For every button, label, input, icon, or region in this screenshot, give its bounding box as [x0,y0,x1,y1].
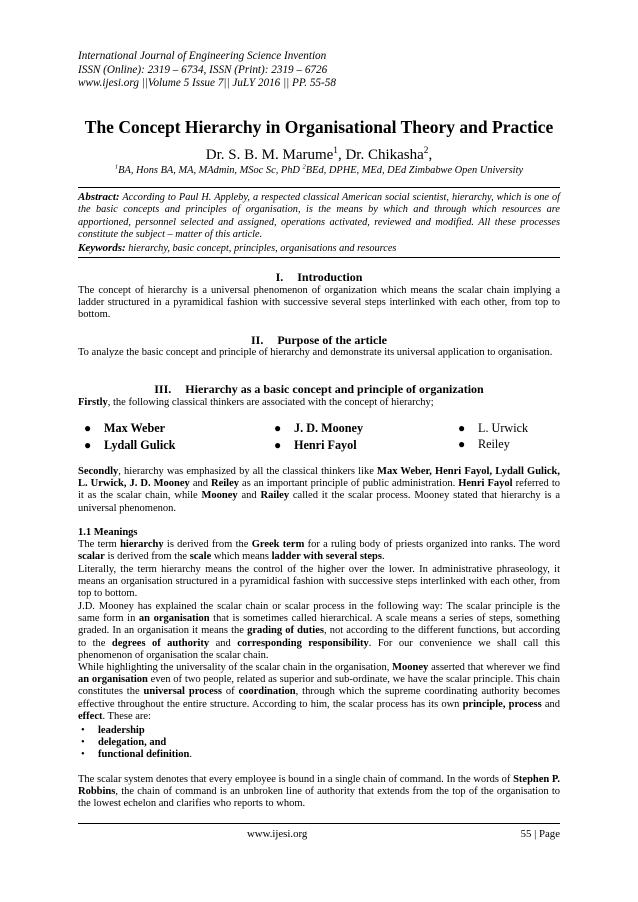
firstly-rest: , the following classical thinkers are associated with the concept of hierarchy; [107,397,434,408]
text-run: called it the scalar process. Mooney stated that hierarchy is a universal phenomenon. [78,490,560,514]
section-2-text: To analyze the basic concept and principle of hierarchy and demonstrate its universal application to organisation. [78,347,553,358]
bold-run: scalar [78,551,105,563]
author-2: , Dr. Chikasha [337,147,424,163]
keywords [78,242,560,255]
text-run: The term [78,539,121,550]
text-run: is derived from the [163,539,252,550]
bold-run: an organisation [138,613,210,625]
text-run: , through which the supreme coordinating authority becomes effective throughout the entire structure. According to him, the scalar process has its own [78,686,560,710]
text-run: even of two people, related as superior and sub-ordinate, we have the scalar principle. This chain constitutes the [78,674,560,698]
bullet-icon: ● [84,438,92,452]
keywords-label: Keywords: [78,242,126,254]
abstract [78,191,560,241]
affil-2-sup: 2 [302,163,306,171]
section-2-title: Purpose of the article [277,333,387,347]
footer-rule [78,823,560,824]
bullet-icon: ● [458,421,466,435]
meanings-p5 [78,774,560,811]
bold-run: Mooney [392,662,429,673]
text-run: which means [211,551,272,563]
bold-run: Reiley [211,478,240,490]
text-run: that is sometimes called hierarchical. A scale means a series of steps, something graded. In an organisation it means the [78,613,560,637]
thinker-name: L. Urwick [478,421,529,435]
bullet-icon: ● [274,421,282,435]
bold-run: scale [189,551,212,563]
bold-run: Max Weber, Henri Fayol, Lydall Gulick, L. Urwick, J. D. Mooney [78,466,560,490]
section-3-heading [78,382,560,396]
text-run: , not according to the different functions, but according to the [78,625,561,649]
meanings-p2: Literally, the term hierarchy means the control of the higher over the lower. In administrative phraseology, it means an organisation structured in a pyramidical fashion with successive steps interlinked with each other, from top to bottom. [78,564,560,600]
author-2-sup: 2 [423,146,429,156]
text-run: J.D. Mooney has explained the scalar chain or scalar process in the following way: The scalar principle is the same form in [78,601,560,625]
section-1-heading [78,270,560,284]
text-run: for a ruling body of priests organized into ranks. The word [304,539,560,550]
text-run: . These are: [102,710,151,722]
bold-run: degrees of authority [111,637,210,649]
author-1-sup: 1 [333,146,338,156]
paper-title: The Concept Hierarchy in Organisational Theory and Practice [84,117,554,137]
text-run: While highlighting the universality of the scalar chain in the organisation, [78,662,393,673]
bold-run: effect [78,710,103,722]
meanings-p3 [78,601,560,662]
text-run: , the chain of command is an unbroken line of authority that extends from the top of the organisation to the lowest echelon and clarifies who reports to whom. [78,786,560,810]
bold-run: coordination [238,686,296,698]
affil-1-sup: 1 [114,163,119,171]
bold-run: Greek term [251,539,305,550]
bold-run: grading of duties [247,625,324,637]
thinkers-list [78,420,560,454]
section-1-number: I. [275,270,284,284]
scalar-process-list [78,725,560,762]
list-item-tail: . [189,749,192,761]
list-item-text: functional definition [98,749,190,761]
bold-run: Mooney [201,490,238,502]
section-3-number: III. [154,382,172,396]
affil-1: BA, Hons BA, MA, MAdmin, MSoc Sc, PhD [118,165,303,176]
affil-2: BEd, DPHE, MEd, DEd Zimbabwe Open University [305,165,524,176]
text-run: of [221,686,239,698]
subsection-heading: 1.1 Meanings [78,527,138,538]
thinker-name: Reiley [478,437,510,451]
bold-run: Railey [260,490,290,502]
journal-name: International Journal of Engineering Science Invention [78,50,327,62]
keywords-text: hierarchy, basic concept, principles, organisations and resources [125,243,397,254]
meanings-p4 [78,662,560,723]
author-1: Dr. S. B. M. Marume [205,147,334,163]
bold-run: Secondly [78,466,119,477]
paper-authors [78,146,560,164]
text-run: as an important principle of public administration. [239,478,459,490]
bold-run: Stephen P. Robbins [78,774,560,798]
bold-run: principle, process [462,698,542,710]
text-run: asserted that wherever we find [428,662,560,673]
bullet-icon: ● [274,438,282,452]
text-run: and [541,698,560,710]
section-1-text: The concept of hierarchy is a universal phenomenon of organization which means the scalar chain implying a ladder structured in a pyramidical fashion with successive several steps interlinked with each other, from top to bottom. [78,285,560,321]
text-run: is derived from the [104,551,190,563]
bold-run: hierarchy [120,539,164,550]
thinker-name: Lydall Gulick [104,438,176,452]
section-2-number: II. [251,333,264,347]
text-run: referred to it as the scalar chain, while [78,478,560,502]
journal-header [78,50,560,91]
journal-issn: ISSN (Online): 2319 – 6734, ISSN (Print): 2319 – 6726 [78,63,328,76]
secondly-paragraph [78,466,560,515]
bullet-icon: ● [84,421,92,435]
list-item: • leadership [78,725,560,737]
text-run: , hierarchy was emphasized by all the classical thinkers like [118,466,378,477]
text-run: . [381,551,385,563]
authors-tail: , [428,147,433,163]
page-number: 55 | Page [520,828,560,840]
list-item [78,749,560,761]
journal-volume: www.ijesi.org ||Volume 5 Issue 7|| JuLY 2016 || PP. 55-58 [78,77,336,90]
meanings-p1 [78,539,560,563]
abstract-text: According to Paul H. Appleby, a respected classical American social scientist, hierarchy, which is one of the basic concepts and principles of organisation, is the means by which and through which resources are apportioned, personnel selected and assigned, operations activated, reviewed and modified. All these processes constitute the subject – matter of this article. [78,192,560,240]
rule-top-abstract [78,187,560,188]
section-2-heading [78,333,560,347]
text-run: and [189,478,212,490]
text-run: The scalar system denotes that every employee is bound in a single chain of command. In the words of [78,774,514,785]
text-run: and [237,490,261,502]
firstly-bold: Firstly [78,397,108,408]
section-3-intro [78,397,560,409]
scalar-process-list-wrap [78,725,560,762]
thinker-name: Henri Fayol [294,438,357,452]
section-1-title: Introduction [297,270,363,284]
text-run: and [209,637,238,649]
list-item: • delegation, and [78,737,560,749]
bullet-icon: ● [458,437,466,451]
text-run: . For our convenience we shall call this phenomenon of organisation the scalar chain. [78,637,560,661]
affiliations [78,165,560,177]
thinker-name: Max Weber [104,421,166,435]
rule-bottom-abstract [78,257,560,258]
section-3-title: Hierarchy as a basic concept and principle of organization [185,382,484,396]
paper-page [78,0,560,902]
bold-run: Henri Fayol [458,478,513,490]
bold-run: corresponding responsibility [237,637,369,649]
bold-run: ladder with several steps [271,551,382,563]
footer-url[interactable]: www.ijesi.org [247,828,308,840]
thinker-name: J. D. Mooney [294,421,364,435]
bold-run: an organisation [78,674,148,686]
abstract-label: Abstract: [78,191,120,203]
bold-run: universal process [143,686,222,698]
